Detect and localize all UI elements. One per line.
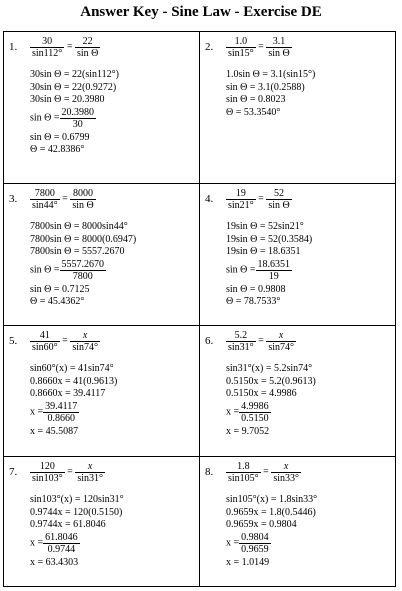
- solution-step: 19sin Θ = 18.6351: [226, 246, 301, 257]
- fraction-numerator: 1.8: [226, 461, 261, 473]
- solution-step: 30sin Θ = 22(sin112°): [30, 69, 119, 80]
- fraction-numerator: 5557.2670: [61, 258, 105, 270]
- fraction-denominator: 0.9744: [47, 543, 76, 555]
- problem-cell: [200, 32, 396, 184]
- right-fraction: [75, 36, 100, 59]
- fraction-denominator: 0.8660: [47, 412, 75, 424]
- right-fraction: [70, 188, 95, 211]
- problem-cell: [200, 184, 396, 326]
- proportion-setup: [226, 461, 393, 486]
- division-step: [30, 107, 197, 132]
- fraction-numerator: 0.9804: [241, 531, 269, 543]
- division-step: [226, 532, 393, 557]
- result-line: Θ = 42.8386°: [30, 144, 85, 155]
- solution-step: 0.9744x = 120(0.5150): [30, 506, 123, 518]
- problem-cell: [4, 457, 200, 587]
- problem-number: 2.: [205, 41, 214, 53]
- problem-cell: [4, 326, 200, 457]
- division-fraction: [239, 401, 271, 424]
- proportion-setup: [226, 330, 393, 355]
- result-line: x = 1.0149: [226, 556, 270, 568]
- result-line: sin Θ = 0.7125: [30, 283, 90, 295]
- proportion-setup: [226, 36, 393, 61]
- equals-sign: =: [64, 466, 76, 478]
- division-step: [30, 532, 197, 557]
- equals-sign: =: [59, 193, 71, 205]
- problem-number: 8.: [205, 466, 214, 478]
- solution-step: 30sin Θ = 22(0.9272): [30, 81, 117, 93]
- proportion-setup: [30, 330, 197, 355]
- fraction-denominator: sin Θ: [72, 200, 94, 211]
- fraction-denominator: sin21°: [228, 200, 254, 211]
- fraction-numerator: 61.8046: [45, 531, 78, 543]
- fraction-denominator: sin74°: [72, 342, 98, 353]
- fraction-denominator: sin15°: [228, 48, 254, 59]
- division-lhs: sin Θ =: [30, 263, 60, 275]
- fraction-denominator: sin60°: [32, 342, 58, 353]
- spacer: [30, 61, 197, 69]
- left-fraction: [30, 461, 65, 484]
- fraction-denominator: sin Θ: [76, 48, 99, 59]
- solution-step: Θ = 53.3540°: [226, 106, 281, 118]
- division-fraction: [43, 532, 80, 555]
- result-line: x = 63.4303: [30, 556, 79, 568]
- division-step: [226, 401, 393, 426]
- solution-step: sin105°(x) = 1.8sin33°: [226, 494, 318, 505]
- division-fraction: [43, 401, 79, 424]
- problem-cell: [200, 457, 396, 587]
- equals-sign: =: [255, 335, 267, 347]
- fraction-denominator: 7800: [72, 270, 93, 282]
- division-lhs: x =: [30, 405, 44, 417]
- solution-step: 1.0sin Θ = 3.1(sin15°): [226, 69, 316, 80]
- division-lhs: sin Θ =: [30, 111, 60, 123]
- fraction-numerator: 18.6351: [257, 258, 291, 270]
- fraction-numerator: x: [271, 461, 301, 473]
- left-fraction: [226, 461, 261, 484]
- result-line: x = 45.5087: [30, 425, 79, 437]
- spacer: [30, 213, 197, 221]
- division-fraction: [60, 259, 107, 282]
- fraction-numerator: 22: [75, 36, 100, 48]
- fraction-denominator: sin31°: [77, 473, 103, 484]
- fraction-denominator: 30: [72, 118, 83, 130]
- fraction-denominator: 0.9659: [241, 543, 269, 555]
- fraction-numerator: 30: [30, 36, 64, 48]
- solution-step: sin60°(x) = 41sin74°: [30, 363, 114, 374]
- equals-sign: =: [260, 466, 272, 478]
- equals-sign: =: [64, 41, 75, 53]
- result-line: Θ = 78.7533°: [226, 296, 281, 307]
- problem-cell: [4, 32, 200, 184]
- fraction-numerator: x: [266, 330, 296, 342]
- equals-sign: =: [255, 193, 267, 205]
- problem-number: 6.: [205, 335, 214, 347]
- fraction-denominator: sin Θ: [268, 48, 290, 59]
- fraction-denominator: sin103°: [32, 473, 63, 484]
- fraction-numerator: 19: [226, 188, 256, 200]
- problem-number: 3.: [9, 193, 18, 205]
- solution-step: sin Θ = 3.1(0.2588): [226, 81, 305, 93]
- right-fraction: [271, 461, 301, 484]
- left-fraction: [226, 330, 256, 353]
- fraction-numerator: x: [70, 330, 100, 342]
- spacer: [226, 486, 393, 494]
- fraction-denominator: sin44°: [32, 200, 58, 211]
- problem-cell: [4, 184, 200, 326]
- fraction-numerator: x: [75, 461, 105, 473]
- proportion-setup: [30, 461, 197, 486]
- right-fraction: [70, 330, 100, 353]
- division-step: [30, 259, 197, 284]
- division-lhs: x =: [30, 536, 44, 548]
- division-step: [30, 401, 197, 426]
- proportion-setup: [226, 188, 393, 213]
- problem-number: 7.: [9, 466, 18, 478]
- problem-number: 5.: [9, 335, 18, 347]
- division-fraction: [239, 532, 271, 555]
- fraction-denominator: 19: [268, 270, 279, 282]
- solution-step: 0.9744x = 61.8046: [30, 519, 106, 530]
- page-title: Answer Key - Sine Law - Exercise DE: [80, 4, 322, 20]
- solution-step: 0.5150x = 5.2(0.9613): [226, 375, 316, 387]
- fraction-numerator: 41: [30, 330, 60, 342]
- division-lhs: sin Θ =: [226, 263, 256, 275]
- division-lhs: x =: [226, 405, 240, 417]
- problem-cell: [200, 326, 396, 457]
- right-fraction: [75, 461, 105, 484]
- fraction-numerator: 8000: [70, 188, 95, 200]
- fraction-denominator: sin31°: [228, 342, 254, 353]
- result-line: x = 9.7052: [226, 425, 270, 437]
- spacer: [30, 486, 197, 494]
- spacer: [226, 61, 393, 69]
- fraction-numerator: 3.1: [266, 36, 291, 48]
- solution-step: 7800sin Θ = 8000sin44°: [30, 221, 128, 232]
- fraction-denominator: sin112°: [32, 48, 63, 59]
- fraction-denominator: sin74°: [268, 342, 294, 353]
- division-step: [226, 259, 393, 284]
- left-fraction: [226, 188, 256, 211]
- solution-step: 19sin Θ = 52(0.3584): [226, 233, 313, 245]
- solution-step: 30sin Θ = 20.3980: [30, 94, 105, 105]
- result-line: Θ = 45.4362°: [30, 296, 85, 307]
- proportion-setup: [30, 188, 197, 213]
- problem-number: 1.: [9, 41, 18, 53]
- spacer: [30, 355, 197, 363]
- solution-step: sin103°(x) = 120sin31°: [30, 494, 124, 505]
- right-fraction: [266, 188, 291, 211]
- solution-step: 7800sin Θ = 5557.2670: [30, 246, 125, 257]
- solution-step: 0.9659x = 1.8(0.5446): [226, 506, 316, 518]
- fraction-numerator: 120: [30, 461, 65, 473]
- fraction-numerator: 4.9986: [241, 400, 269, 412]
- solution-step: 0.8660x = 39.4117: [30, 388, 106, 399]
- division-fraction: [256, 259, 293, 282]
- result-line: sin Θ = 0.9808: [226, 283, 286, 295]
- solution-step: 7800sin Θ = 8000(0.6947): [30, 233, 137, 245]
- spacer: [226, 355, 393, 363]
- problem-number: 4.: [205, 193, 214, 205]
- spacer: [226, 213, 393, 221]
- solution-step: 19sin Θ = 52sin21°: [226, 221, 304, 232]
- left-fraction: [30, 188, 60, 211]
- solution-step: 0.5150x = 4.9986: [226, 388, 297, 399]
- answer-key-table: [3, 31, 396, 587]
- equals-sign: =: [59, 335, 71, 347]
- solution-step: 0.9659x = 0.9804: [226, 519, 297, 530]
- fraction-denominator: sin105°: [228, 473, 259, 484]
- fraction-numerator: 7800: [30, 188, 60, 200]
- proportion-setup: [30, 36, 197, 61]
- result-line: sin Θ = 0.6799: [30, 131, 90, 143]
- fraction-denominator: sin33°: [273, 473, 299, 484]
- left-fraction: [30, 330, 60, 353]
- fraction-numerator: 5.2: [226, 330, 256, 342]
- fraction-numerator: 39.4117: [45, 400, 78, 412]
- left-fraction: [30, 36, 64, 59]
- solution-step: 0.8660x = 41(0.9613): [30, 375, 118, 387]
- division-lhs: x =: [226, 536, 240, 548]
- right-fraction: [266, 330, 296, 353]
- left-fraction: [226, 36, 256, 59]
- fraction-numerator: 52: [266, 188, 291, 200]
- equals-sign: =: [255, 41, 267, 53]
- solution-step: sin Θ = 0.8023: [226, 94, 286, 105]
- fraction-denominator: 0.5150: [241, 412, 269, 424]
- fraction-numerator: 1.0: [226, 36, 256, 48]
- fraction-denominator: sin Θ: [268, 200, 290, 211]
- solution-step: sin31°(x) = 5.2sin74°: [226, 363, 313, 374]
- fraction-numerator: 20.3980: [61, 106, 95, 118]
- division-fraction: [60, 107, 97, 130]
- right-fraction: [266, 36, 291, 59]
